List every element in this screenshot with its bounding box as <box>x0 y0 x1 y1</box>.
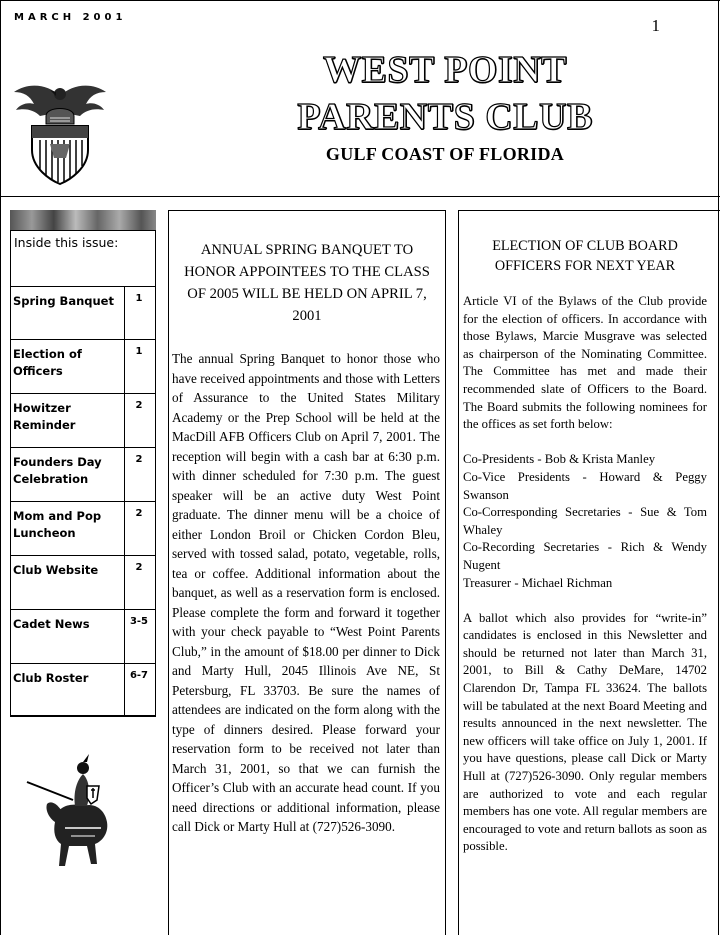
toc-item-label: Spring Banquet <box>13 294 114 308</box>
inside-issue-title: Inside this issue: <box>14 235 119 250</box>
nominee-item: Treasurer - Michael Richman <box>463 575 613 590</box>
nominee-list <box>463 451 707 592</box>
toc-item-label: Founders Day Celebration <box>13 455 102 486</box>
article-banquet-headline: ANNUAL SPRING BANQUET TO HONOR APPOINTEES TO THE CLASS OF 2005 WILL BE HELD ON APRIL 7, 2001 <box>184 242 430 324</box>
article-election-intro: Article VI of the Bylaws of the Club provide for the election of officers. In accordance with those Bylaws, Marcie Musgrave was selected as chairperson of the Nominating Committee. The Committee has met and made their recommended slate of Officers to the Board. The Board submits the following nominees for the offices as set forth below: <box>463 294 707 432</box>
sidebar-header-image <box>10 210 156 230</box>
toc-item-page: 1 <box>135 346 143 357</box>
toc-item-page: 2 <box>135 454 143 465</box>
toc-item-label: Club Roster <box>13 671 89 685</box>
knight-on-horse-icon <box>25 752 120 872</box>
nominee-item: Co-Recording Secretaries - Rich & Wendy Nugent <box>463 540 707 572</box>
toc-item-label: Mom and Pop Luncheon <box>13 509 102 540</box>
toc-item-label: Howitzer Reminder <box>13 401 76 432</box>
toc-item <box>10 393 156 447</box>
toc-item <box>10 663 156 716</box>
toc-item-page: 2 <box>135 508 143 519</box>
toc-item-label: Election of Officers <box>13 347 82 378</box>
toc-item-page: 6-7 <box>129 670 149 681</box>
toc-item-page: 2 <box>135 400 143 411</box>
masthead-title-line2: PARENTS CLUB <box>297 96 593 138</box>
toc-item-page: 2 <box>135 562 143 573</box>
nominee-item: Co-Vice Presidents - Howard & Peggy Swanson <box>463 469 707 502</box>
toc-item <box>10 286 156 339</box>
masthead-title-line1: WEST POINT <box>323 49 567 91</box>
page-number: 1 <box>651 16 660 35</box>
west-point-crest-icon <box>10 78 110 188</box>
article-election-closing: A ballot which also provides for “write-in” candidates is enclosed in this Newsletter and should be returned not later than March 31, 2001, to Bill & Cathy DeMare, 14702 Clarendon Dr, Tampa FL 33624. The ballots will be tabulated at the next Board Meeting and results announced in the next newsletter. The new officers will take office on July 1, 2001. If you have questions, please call Dick or Marty Hull at (727)526-3090. Only regular members are authorized to vote and each regular members has one vote. All regular members are encouraged to vote and return ballots as soon as possible. <box>463 610 707 854</box>
masthead-subtitle: GULF COAST OF FLORIDA <box>325 144 565 164</box>
toc-item-page: 3-5 <box>129 616 149 627</box>
issue-date: MARCH 2001 <box>14 12 127 23</box>
page-border-top <box>0 0 720 1</box>
nominee-item: Co-Presidents - Bob & Krista Manley <box>463 452 656 467</box>
toc-item-label: Cadet News <box>13 617 90 631</box>
article-banquet-body: The annual Spring Banquet to honor those who have received appointments and those with Letters of Assurance to the United States Military Academy or the Prep School will be held at the MacDill AFB Officers Club on April 7, 2001. The reception will begin with a cash bar at 6:30 p.m. with dinner scheduled for 7:30 p.m. The guest speaker will be an active duty West Point graduate. The dinner menu will be a choice of either London Broil or Chicken Cordon Bleu, served with tossed salad, potato, vegetable, rolls, tea or coffee. Additional information about the banquet, as well as a reservation form is enclosed. Please complete the form and forward it together with your check payable to “West Point Parents Club,” in the amount of $18.00 per dinner to Dick and Marty Hull, 2045 Illinois Ave NE, St Petersburg, FL 33703. Be sure the names of attendees are indicated on the form along with the type of dinners desired. Please forward your reservation form to be received not later than March 31, 2001, so that we can furnish the Officer’s Club with an accurate head count. If you need directions or additional information, please call Dick or Marty Hull at (727)526-3090. <box>172 351 440 834</box>
article-election-body <box>463 293 707 856</box>
toc-item <box>10 501 156 555</box>
toc-item <box>10 609 156 663</box>
toc-item <box>10 555 156 609</box>
toc-item-label: Club Website <box>13 563 99 577</box>
toc-item <box>10 447 156 501</box>
header-divider <box>0 196 720 197</box>
toc-item-page: 1 <box>135 293 143 304</box>
article-election-headline: ELECTION OF CLUB BOARD OFFICERS FOR NEXT YEAR <box>492 238 678 274</box>
nominee-item: Co-Corresponding Secretaries - Sue & Tom Whaley <box>463 505 707 537</box>
toc-item <box>10 339 156 393</box>
page-border-left <box>0 0 1 935</box>
toc-bottom-border <box>10 716 156 717</box>
